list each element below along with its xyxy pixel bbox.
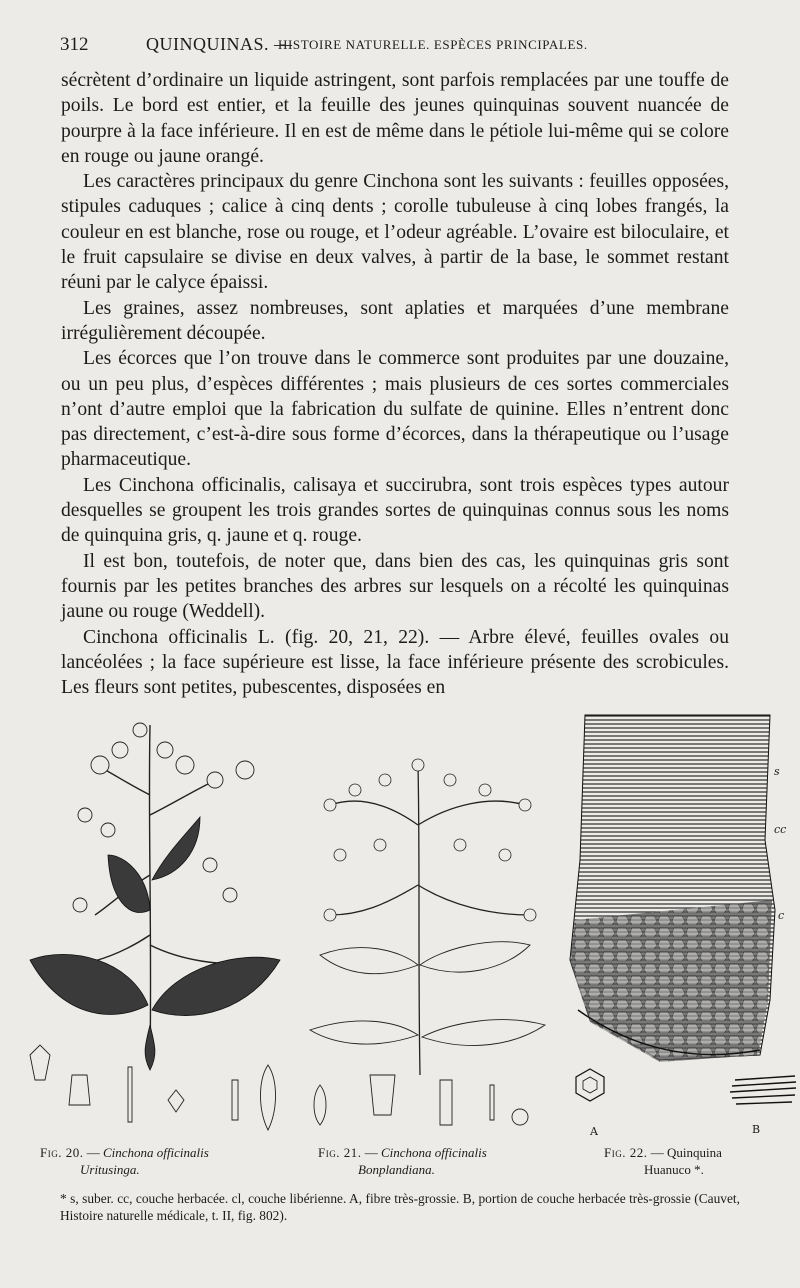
fig21-dash: — bbox=[364, 1145, 378, 1160]
figure-area bbox=[0, 705, 800, 1145]
paragraph: Cinchona officinalis L. (fig. 20, 21, 22). — Arbre élevé, feuilles ovales ou lancéolées ; la face supérieure est lisse, la face inférieure présente des scrobicules. Les fleurs sont petites, pubescentes, disposées en bbox=[61, 626, 729, 699]
paragraph: Les graines, assez nombreuses, sont aplaties et marquées d’une membrane irrégulièrement découpée. bbox=[61, 297, 729, 344]
fig21-caption bbox=[318, 1144, 487, 1178]
paragraph: Les caractères principaux du genre Cinchona sont les suivants : feuilles opposées, stipules caduques ; calice à cinq dents ; corolle tubuleuse à cinq lobes frangés, la couleur en est blanche, rose ou rouge, et l’odeur agréable. L’ovaire est biloculaire, et le fruit capsulaire se divise en deux valves, à partir de la base, le sommet restant réuni par le calyce épaissi. bbox=[61, 171, 729, 294]
fig21-name: Cinchona officinalis bbox=[380, 1145, 487, 1160]
fig20-label: Fig. 20. bbox=[40, 1145, 84, 1160]
footnote-text: * s, suber. cc, couche herbacée. cl, couche libérienne. A, fibre très-grossie. B, portion de couche herbacée très-grossie (Cauvet, Histoire naturelle médicale, t. II, fig. 802). bbox=[60, 1191, 740, 1223]
fig22-label-s: s bbox=[774, 765, 780, 778]
page-number: 312 bbox=[60, 34, 89, 55]
paragraph: Il est bon, toutefois, de noter que, dans bien des cas, les quinquinas gris sont fournis par les petites branches des arbres sur lesquels on a récolté les quinquinas jaune ou rouge (Weddell). bbox=[61, 550, 729, 623]
paragraph: Les Cinchona officinalis, calisaya et succirubra, sont trois espèces types autour desquelles se groupent les trois grandes sortes de quinquinas connus sous les noms de quinquina gris, q. jaune et q. rouge. bbox=[61, 474, 729, 547]
paragraph: sécrètent d’ordinaire un liquide astringent, sont parfois remplacées par une touffe de poils. Le bord est entier, et la feuille des jeunes quinquinas souvent nuancée de pourpre à la face inférieure. Il en est de même dans le pétiole lui-même qui se colore en rouge ou jaune orangé. bbox=[61, 70, 729, 167]
fig22-quinquina-huanuco-bark-section bbox=[560, 710, 800, 1140]
running-title: QUINQUINAS. — bbox=[146, 34, 293, 54]
fig22-label: Fig. 22. bbox=[604, 1145, 648, 1160]
running-header bbox=[60, 34, 740, 60]
fig22-label-B: B bbox=[752, 1123, 761, 1136]
fig22-label-cc: cc bbox=[774, 823, 787, 836]
paragraph: Les écorces que l’on trouve dans le commerce sont produites par une douzaine, ou un peu plus, d’espèces différentes ; mais plusieurs de ces sortes commerciales n’ont d’autre emploi que la fabrication du sulfate de quinine. Elles n’entrent donc pas directement, c’est-à-dire sous forme d’écorces, dans la thérapeutique ou l’usage pharmaceutique. bbox=[61, 348, 729, 471]
fig21-cinchona-bonplandiana-illustration bbox=[300, 745, 560, 1145]
fig20-name: Cinchona officinalis bbox=[102, 1145, 209, 1160]
fig22-name: Quinquina bbox=[666, 1145, 722, 1160]
fig22-label-A: A bbox=[590, 1125, 598, 1138]
fig21-variety: Bonplandiana. bbox=[358, 1162, 435, 1177]
fig20-variety: Uritusinga. bbox=[80, 1162, 140, 1177]
fig22-variety: Huanuco *. bbox=[644, 1162, 704, 1177]
fig20-dash: — bbox=[86, 1145, 100, 1160]
fig20-cinchona-uritusinga-illustration bbox=[0, 705, 300, 1145]
body-text bbox=[61, 68, 729, 700]
fig22-label-c: c bbox=[778, 909, 785, 922]
fig22-caption bbox=[604, 1144, 722, 1178]
running-subtitle: HISTOIRE NATURELLE. ESPÈCES PRINCIPALES. bbox=[278, 37, 588, 52]
fig21-label: Fig. 21. bbox=[318, 1145, 362, 1160]
fig22-dash: — bbox=[650, 1145, 664, 1160]
fig20-caption bbox=[40, 1144, 209, 1178]
footnote bbox=[60, 1190, 740, 1224]
